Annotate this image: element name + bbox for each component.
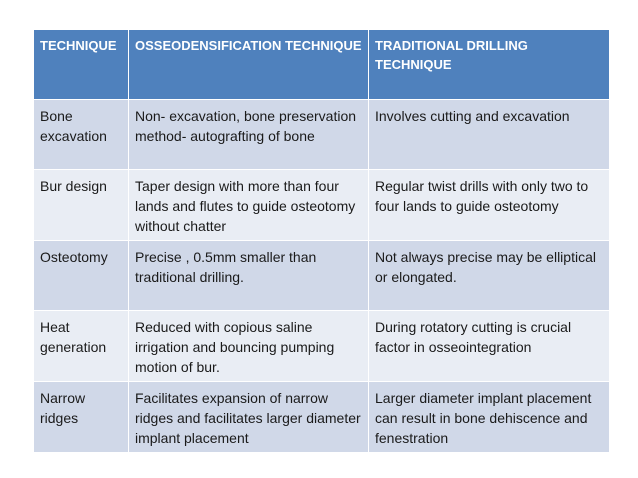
- header-technique: TECHNIQUE: [34, 30, 129, 100]
- table-row: [34, 170, 610, 241]
- osseodensification-cell: Taper design with more than four lands and flutes to guide osteotomy without chatter: [129, 170, 369, 241]
- traditional-drilling-cell: During rotatory cutting is crucial factor in osseointegration: [369, 311, 610, 382]
- comparison-table-container: [33, 29, 609, 453]
- row-label: Heat generation: [34, 311, 129, 382]
- osseodensification-cell: Non- excavation, bone preservation method- autografting of bone: [129, 100, 369, 170]
- header-traditional-drilling: TRADITIONAL DRILLING TECHNIQUE: [369, 30, 610, 100]
- header-osseodensification: OSSEODENSIFICATION TECHNIQUE: [129, 30, 369, 100]
- row-label: Osteotomy: [34, 241, 129, 311]
- table-body: [34, 100, 610, 453]
- table-row: [34, 100, 610, 170]
- osseodensification-cell: Facilitates expansion of narrow ridges and facilitates larger diameter implant placement: [129, 382, 369, 453]
- traditional-drilling-cell: Regular twist drills with only two to four lands to guide osteotomy: [369, 170, 610, 241]
- row-label: Bur design: [34, 170, 129, 241]
- table-header: [34, 30, 610, 100]
- osseodensification-cell: Reduced with copious saline irrigation and bouncing pumping motion of bur.: [129, 311, 369, 382]
- table-row: [34, 311, 610, 382]
- osseodensification-cell: Precise , 0.5mm smaller than traditional drilling.: [129, 241, 369, 311]
- traditional-drilling-cell: Involves cutting and excavation: [369, 100, 610, 170]
- traditional-drilling-cell: Larger diameter implant placement can result in bone dehiscence and fenestration: [369, 382, 610, 453]
- traditional-drilling-cell: Not always precise may be elliptical or elongated.: [369, 241, 610, 311]
- row-label: Narrow ridges: [34, 382, 129, 453]
- table-row: [34, 241, 610, 311]
- comparison-table: [33, 29, 610, 453]
- row-label: Bone excavation: [34, 100, 129, 170]
- header-row: [34, 30, 610, 100]
- table-row: [34, 382, 610, 453]
